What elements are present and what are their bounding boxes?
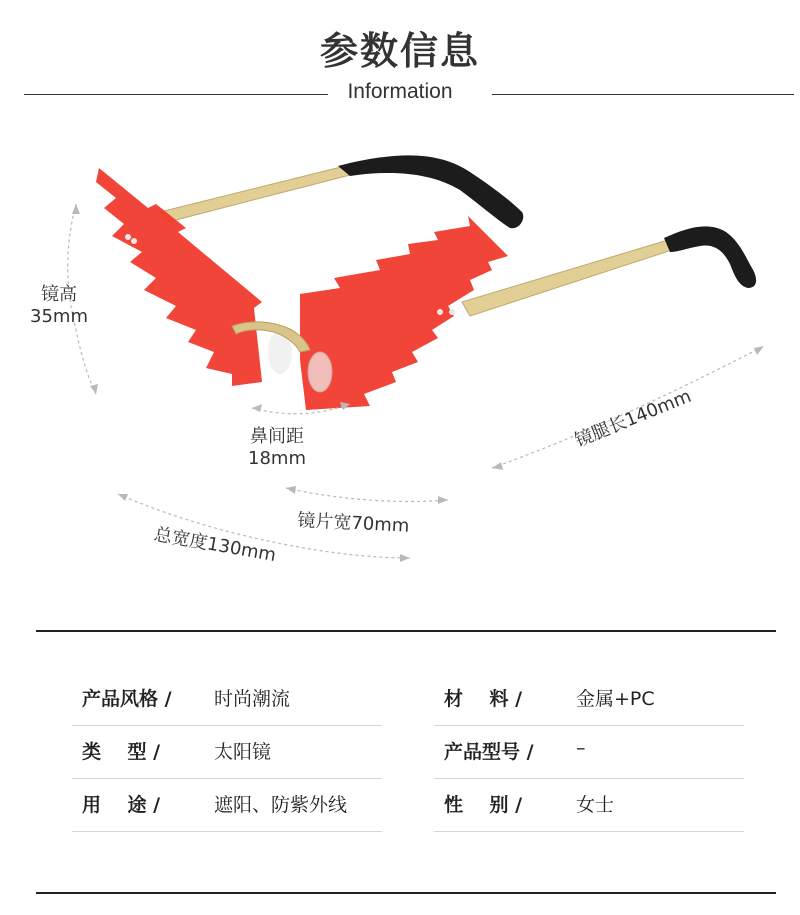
divider-right [492,94,794,95]
page-subtitle: Information [347,80,453,103]
spec-row [72,672,382,726]
lens-height-value: 35mm [30,306,88,327]
spec-label: 产品风格 / [82,688,172,710]
spec-value: 金属+PC [576,688,655,710]
spec-row [72,725,382,779]
temple-length-guide [492,346,764,468]
section-rule-bottom [36,892,776,894]
spec-row [434,725,744,779]
nose-bridge-value: 18mm [248,448,306,469]
subtitle-row [0,78,800,110]
section-rule-top [36,630,776,632]
nose-bridge-label [248,426,306,470]
nose-bridge-title: 鼻间距 [249,426,304,447]
lens-width-guide [286,488,448,502]
spec-value: 遮阳、防紫外线 [214,794,348,816]
lens-height-label [30,284,88,328]
temple-front [462,226,756,316]
lens-height-title: 镜高 [40,284,77,305]
temple-length-label: 镜腿长140mm [572,385,695,452]
spec-row [72,778,382,832]
lens-width-label: 镜片宽70mm [296,510,410,537]
spec-label: 类 型 / [82,741,161,763]
spec-label: 材 料 / [444,688,523,710]
spec-label: 用 途 / [82,794,161,816]
lens-screw [449,309,455,315]
lens-screw [125,234,131,240]
lens-screw [131,238,137,244]
page-title: 参数信息 [319,29,480,73]
spec-row [434,672,744,726]
spec-value: 太阳镜 [214,741,272,763]
spec-row [434,778,744,832]
spec-label: 性 别 / [444,794,523,816]
spec-value: 时尚潮流 [214,688,291,710]
lens-screw [437,309,443,315]
spec-label: 产品型号 / [444,741,534,763]
spec-value: 女士 [576,794,615,816]
total-width-label: 总宽度130mm [152,524,278,567]
spec-value: – [576,737,586,759]
